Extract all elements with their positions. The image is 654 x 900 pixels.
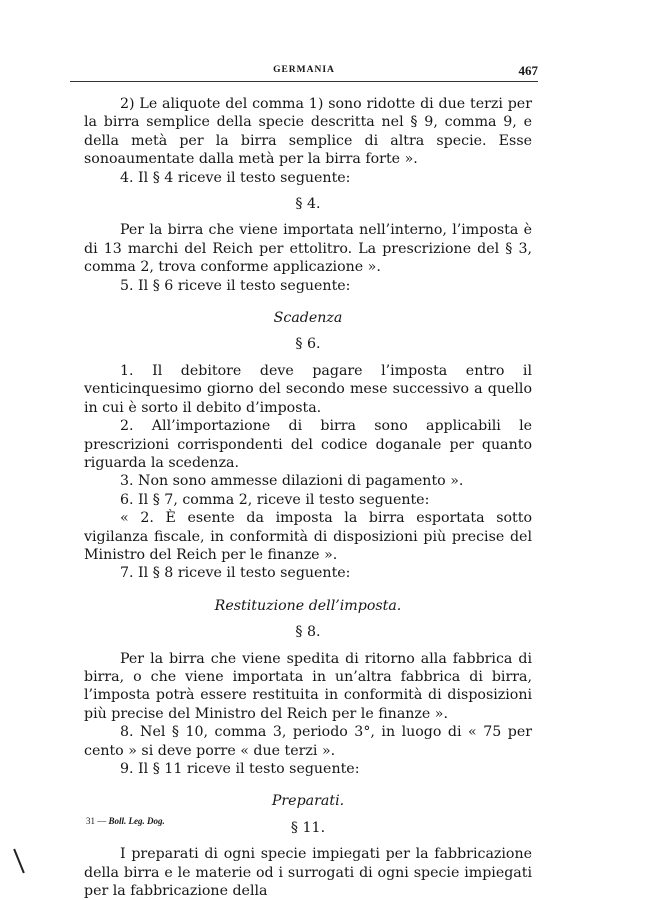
paragraph-amendment-6: 6. Il § 7, comma 2, riceve il testo seguente:: [120, 491, 430, 508]
section-11-heading: § 11.: [290, 819, 326, 836]
paragraph-amendment-4: 4. Il § 4 riceve il testo seguente:: [120, 169, 351, 186]
signature-text: Boll. Leg. Dog.: [108, 816, 165, 826]
page-body: [84, 95, 532, 900]
page-header: [70, 63, 538, 79]
paragraph-esente: « 2. È esente da imposta la birra esportata sotto vigilanza fiscale, in conformità di disposizioni più precise del Ministro del Reich per le finanze ».: [84, 510, 532, 563]
heading-scadenza: Scadenza: [273, 310, 343, 327]
signature-number: 31 —: [86, 816, 107, 826]
paragraph-debitore: 1. Il debitore deve pagare l’imposta entro il venticinquesimo giorno del secondo mese successivo a quello in cui è sorto il debito d’imposta.: [84, 362, 532, 416]
scan-margin-mark: [13, 849, 25, 874]
section-4-heading: § 4.: [295, 196, 321, 213]
paragraph-amendment-9: 9. Il § 11 riceve il testo seguente:: [120, 761, 360, 777]
section-6-heading: § 6.: [295, 336, 321, 353]
paragraph-importazione: 2. All’importazione di birra sono applicabili le prescrizioni corrispondenti del codice doganale per quanto riguarda la scedenza.: [84, 418, 532, 471]
paragraph-aliquote: 2) Le aliquote del comma 1) sono ridotte di due terzi per la birra semplice della specie descritta nel § 9, comma 9, e della metà per la birra semplice di altra specie. Esse sonoaumentate dalla metà per la birra forte ».: [84, 96, 532, 168]
signature-mark: [86, 816, 165, 826]
paragraph-importata: Per la birra che viene importata nell’interno, l’imposta è di 13 marchi del Reich per ettolitro. La prescrizione del § 3, comma 2, trova conforme applicazione ».: [84, 222, 532, 276]
header-rule: [70, 81, 538, 82]
page-number: 467: [518, 63, 538, 78]
paragraph-dilazioni: 3. Non sono ammesse dilazioni di pagamento ».: [120, 473, 464, 490]
paragraph-preparati: I preparati di ogni specie impiegati per la fabbricazione della birra e le materie od i surrogati di ogni specie impiegati per la fabbricazione della: [84, 846, 532, 900]
paragraph-amendment-8: 8. Nel § 10, comma 3, periodo 3°, in luogo di « 75 per cento » si deve porre « due terzi ».: [84, 724, 532, 759]
heading-restituzione: Restituzione dell’imposta.: [214, 597, 402, 614]
paragraph-amendment-7: 7. Il § 8 riceve il testo seguente:: [120, 565, 351, 582]
heading-preparati: Preparati.: [271, 793, 345, 810]
section-8-heading: § 8.: [295, 624, 321, 641]
paragraph-ritorno: Per la birra che viene spedita di ritorno alla fabbrica di birra, o che viene importata in un’altra fabbrica di birra, l’imposta potrà essere restituita in conformità di disposizioni più precise del Ministro del Reich per le finanze ».: [84, 650, 532, 722]
paragraph-amendment-5: 5. Il § 6 riceve il testo seguente:: [120, 277, 351, 294]
running-title: GERMANIA: [273, 65, 335, 75]
